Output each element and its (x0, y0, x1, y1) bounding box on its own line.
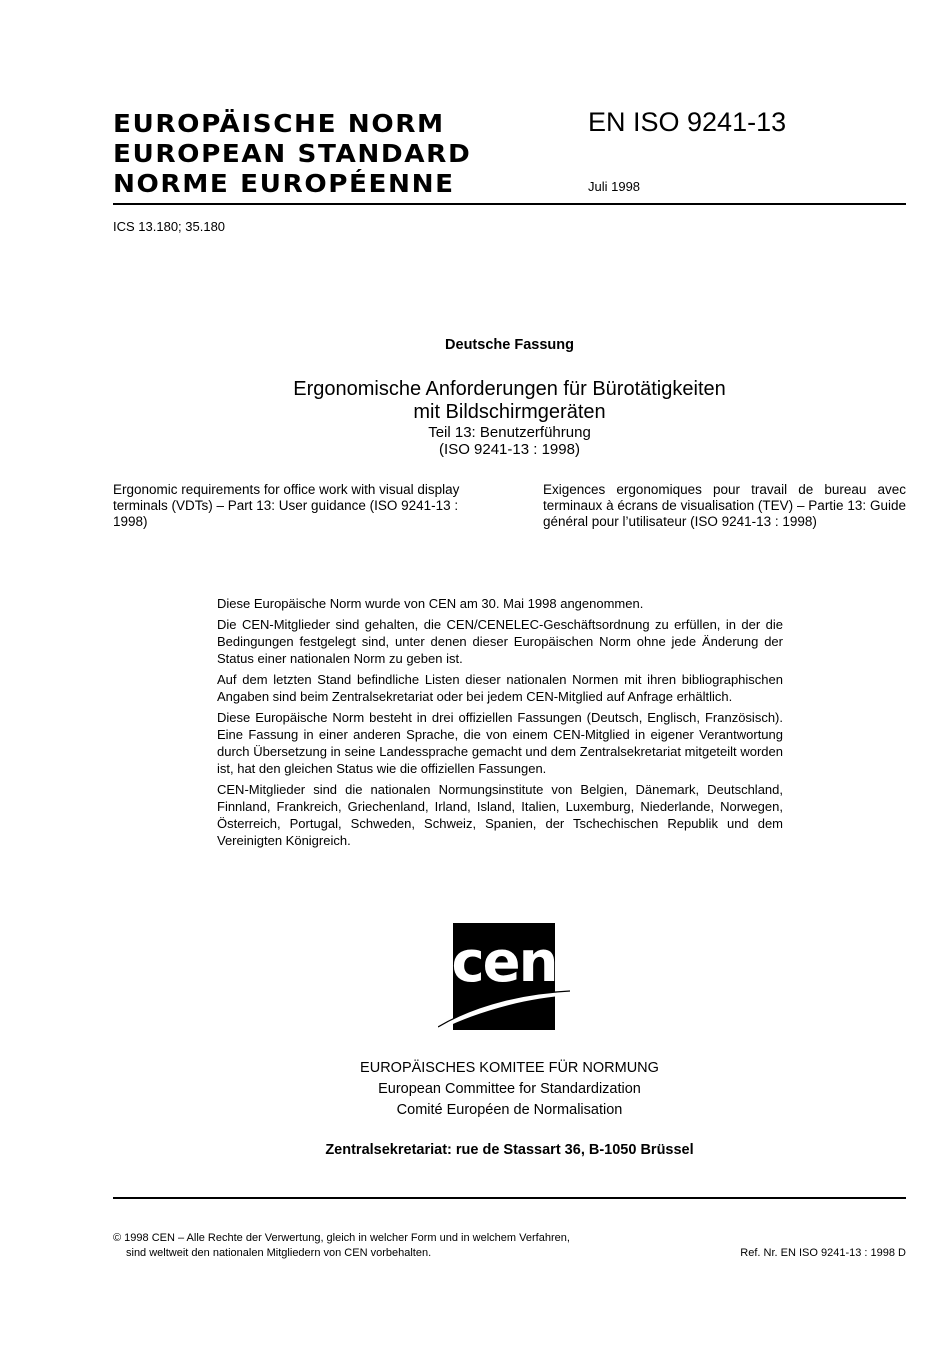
title-line-2: mit Bildschirmgeräten (413, 401, 606, 423)
banner-title-de: EUROPÄISCHE NORM (113, 109, 445, 138)
secretariat-address: Zentralsekretariat: rue de Stassart 36, B-1050 Brüssel (325, 1142, 694, 1158)
french-title: Exigences ergonomiques pour travail de bureau avec terminaux à écrans de visualisation (TEV) – Partie 13: Guide général pour l’utilisateur (ISO 9241-13 : 1998) (543, 482, 906, 529)
body-text (217, 595, 783, 853)
paragraph-obligations: Die CEN-Mitglieder sind gehalten, die CEN/CENELEC-Geschäftsordnung zu erfüllen, in der die Bedingungen festgelegt sind, unter denen dieser Europäischen Norm ohne jede Änderung der Status einer nationalen Norm zu geben ist. (217, 617, 783, 666)
cen-logo (438, 923, 570, 1030)
committee-name-de: EUROPÄISCHES KOMITEE FÜR NORMUNG (360, 1060, 659, 1076)
part-label: Teil 13: Benutzerführung (428, 424, 591, 441)
copyright-line-2: sind weltweit den nationalen Mitgliedern von CEN vorbehalten. (126, 1247, 432, 1259)
cen-logo-wordmark: cen (451, 930, 557, 995)
paragraph-versions: Diese Europäische Norm besteht in drei offiziellen Fassungen (Deutsch, Englisch, Französisch). Eine Fassung in einer anderen Sprache, die von einem CEN-Mitglied in eigener Verantwortung durch Übersetzung in seine Landessprache gemacht und dem Zentralsekretariat mitgeteilt worden ist, hat den gleichen Status wie die offiziellen Fassungen. (217, 710, 783, 776)
publication-date: Juli 1998 (588, 179, 641, 194)
committee-name-fr: Comité Européen de Normalisation (396, 1102, 623, 1118)
title-block (113, 337, 906, 458)
header-divider (113, 203, 906, 205)
paragraph-adoption: Diese Europäische Norm wurde von CEN am 30. Mai 1998 angenommen. (217, 596, 644, 611)
standard-number: EN ISO 9241-13 (588, 107, 787, 137)
version-label: Deutsche Fassung (445, 337, 574, 353)
copyright-line-1: © 1998 CEN – Alle Rechte der Verwertung, gleich in welcher Form und in welchem Verfahren, (113, 1232, 570, 1244)
title-line-1: Ergonomische Anforderungen für Bürotätigkeiten (293, 378, 726, 400)
reference-number: Ref. Nr. EN ISO 9241-13 : 1998 D (740, 1247, 906, 1259)
committee-block (113, 1058, 906, 1161)
copyright-notice (113, 1231, 570, 1261)
committee-name-en: European Committee for Standardization (378, 1081, 641, 1097)
english-title: Ergonomic requirements for office work with visual display terminals (VDTs) – Part 13: User guidance (ISO 9241-13 : 1998) (113, 482, 460, 529)
paragraph-lists: Auf dem letzten Stand befindliche Listen dieser nationalen Normen mit ihren bibliographischen Angaben sind beim Zentralsekretariat oder bei jedem CEN-Mitglied auf Anfrage erhältlich. (217, 672, 783, 704)
footer-divider (113, 1197, 906, 1199)
banner-title-fr: NORME EUROPÉENNE (113, 169, 455, 198)
banner-title-en: EUROPEAN STANDARD (113, 139, 472, 168)
paragraph-members: CEN-Mitglieder sind die nationalen Normungsinstitute von Belgien, Dänemark, Deutschland, Finnland, Frankreich, Griechenland, Irland, Island, Italien, Luxemburg, Niederlande, Norwegen, Österreich, Portugal, Schweden, Schweiz, Spanien, der Tschechischen Republik und dem Vereinigten Königreich. (217, 782, 783, 848)
iso-reference: (ISO 9241-13 : 1998) (439, 441, 580, 458)
ics-code: ICS 13.180; 35.180 (113, 219, 226, 234)
